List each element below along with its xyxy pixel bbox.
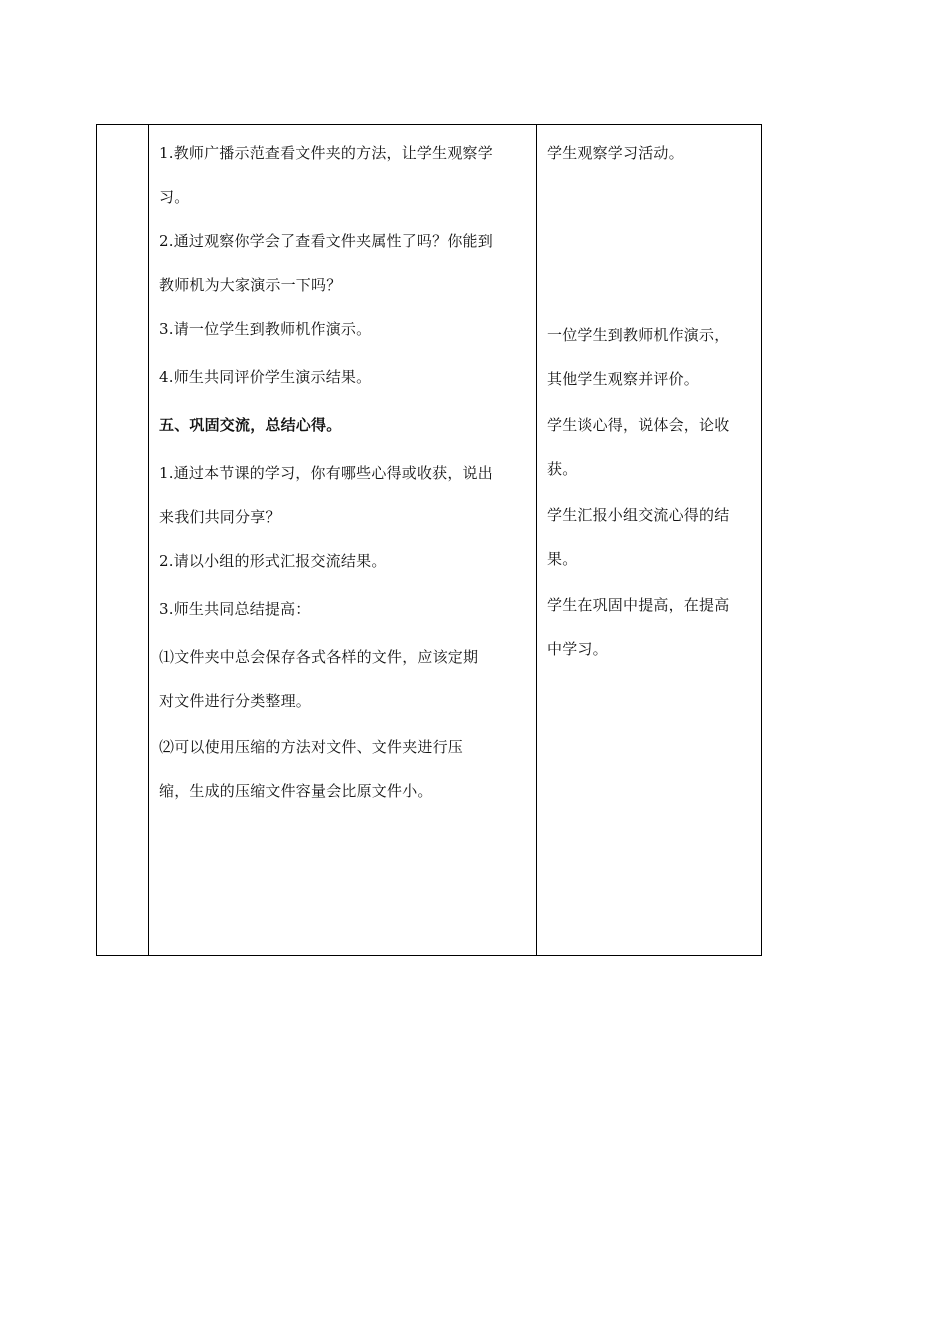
text-line: 五、巩固交流，总结心得。: [159, 416, 342, 434]
teacher-paragraph-9: [159, 725, 531, 813]
text-line: 2.请以小组的形式汇报交流结果。: [159, 552, 387, 570]
student-paragraph-2: [547, 313, 757, 401]
student-paragraph-5: [547, 583, 757, 671]
text-line: 习。: [159, 188, 190, 206]
text-line: 其他学生观察并评价。: [547, 370, 700, 388]
lesson-plan-table: [96, 124, 762, 956]
teacher-paragraph-8: [159, 635, 531, 723]
text-line: ⑴文件夹中总会保存各式各样的文件，应该定期: [159, 648, 479, 666]
text-line: 学生观察学习活动。: [547, 144, 684, 162]
teacher-paragraph-7: [159, 587, 531, 631]
text-line: 缩，生成的压缩文件容量会比原文件小。: [159, 782, 433, 800]
teacher-activity-cell: [149, 125, 537, 956]
student-paragraph-4: [547, 493, 757, 581]
text-line: 1.教师广播示范查看文件夹的方法，让学生观察学: [159, 144, 493, 162]
text-line: 中学习。: [547, 640, 608, 658]
text-line: 学生汇报小组交流心得的结: [547, 506, 730, 524]
section-heading: [159, 403, 531, 447]
text-line: ⑵可以使用压缩的方法对文件、文件夹进行压: [159, 738, 464, 756]
text-line: 1.通过本节课的学习，你有哪些心得或收获，说出: [159, 464, 493, 482]
empty-label-cell: [97, 125, 149, 956]
text-line: 一位学生到教师机作演示，: [547, 326, 730, 344]
text-line: 果。: [547, 550, 578, 568]
student-activity-cell: [537, 125, 762, 956]
text-line: 3.师生共同总结提高：: [159, 600, 311, 618]
text-line: 学生谈心得，说体会，论收: [547, 416, 730, 434]
text-line: 2.通过观察你学会了查看文件夹属性了吗？你能到: [159, 232, 493, 250]
table-row: [97, 125, 762, 956]
teacher-paragraph-2: [159, 219, 531, 307]
text-line: 来我们共同分享？: [159, 508, 281, 526]
teacher-paragraph-5: [159, 451, 531, 539]
text-line: 对文件进行分类整理。: [159, 692, 312, 710]
teacher-paragraph-4: [159, 355, 531, 399]
text-line: 学生在巩固中提高，在提高: [547, 596, 730, 614]
text-line: 获。: [547, 460, 578, 478]
teacher-paragraph-3: [159, 307, 531, 351]
teacher-paragraph-6: [159, 539, 531, 583]
text-line: 4.师生共同评价学生演示结果。: [159, 368, 372, 386]
text-line: 3.请一位学生到教师机作演示。: [159, 320, 372, 338]
teacher-paragraph-1: [159, 131, 531, 219]
student-paragraph-3: [547, 403, 757, 491]
text-line: 教师机为大家演示一下吗？: [159, 276, 342, 294]
student-paragraph-1: [547, 131, 757, 175]
